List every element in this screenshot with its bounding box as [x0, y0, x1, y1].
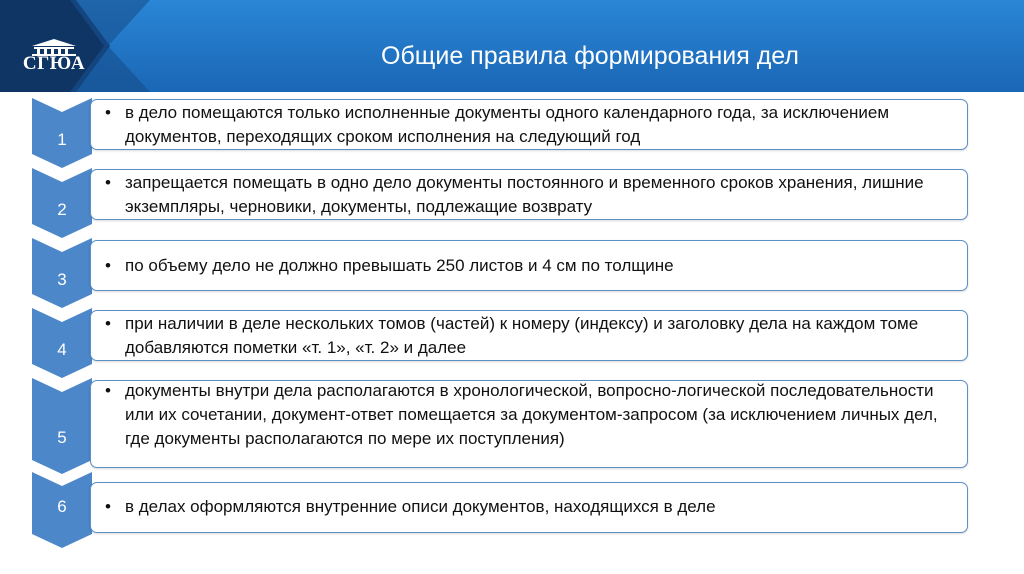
bullet: •	[105, 256, 111, 275]
logo-text: СГЮА	[22, 53, 86, 74]
bullet: •	[105, 381, 111, 400]
item-box	[90, 310, 968, 361]
item-text: запрещается помещать в одно дело документы постоянного и временного сроков хранения, лишние экземпляры, черновики, документы, подлежащие возврату	[125, 173, 924, 216]
item-text: по объему дело не должно превышать 250 листов и 4 см по толщине	[125, 256, 674, 275]
bullet: •	[105, 103, 111, 122]
item-text: в дело помещаются только исполненные документы одного календарного года, за исключением документов, переходящих сроком исполнения на следующий год	[125, 103, 890, 146]
bullet: •	[105, 314, 111, 333]
item-box	[90, 482, 968, 533]
item-number: 2	[57, 200, 67, 219]
page-title: Общие правила формирования дел	[381, 42, 799, 70]
item-number: 5	[57, 428, 67, 447]
logo	[22, 38, 86, 78]
item-box	[90, 240, 968, 291]
chevron-shape	[32, 378, 92, 474]
bullet: •	[105, 497, 111, 516]
item-text: документы внутри дела располагаются в хронологической, вопросно-логической последовательности или их сочетании, документ-ответ помещается за документом-запросом (за исключением личных дел, где документы располагаются по мере их поступления)	[125, 381, 938, 448]
item-number: 6	[57, 497, 67, 516]
item-number: 4	[57, 340, 67, 359]
item-number: 1	[57, 130, 67, 149]
item-box	[90, 99, 968, 150]
item-box	[90, 169, 968, 220]
header-banner	[0, 0, 1024, 92]
bullet: •	[105, 173, 111, 192]
item-text: при наличии в деле нескольких томов (частей) к номеру (индексу) и заголовку дела на каждом томе добавляются пометки «т. 1», «т. 2» и далее	[125, 314, 919, 357]
item-box	[90, 380, 968, 468]
item-number: 3	[57, 270, 67, 289]
item-text: в делах оформляются внутренние описи документов, находящихся в деле	[125, 497, 716, 516]
